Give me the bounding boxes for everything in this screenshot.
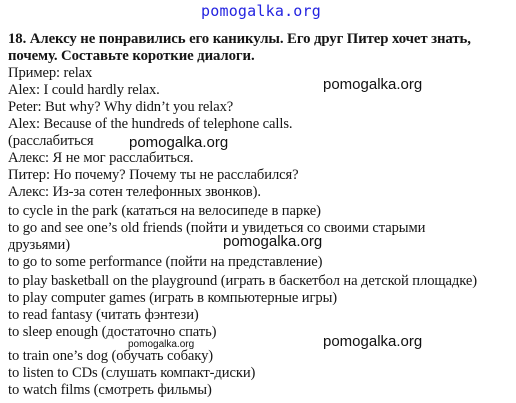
translation-line: Алекс: Из-за сотен телефонных звонков).: [8, 184, 261, 200]
task-item: to play basketball on the playground (играть в баскетбол на детской площадке): [8, 273, 477, 289]
example-label: Пример: relax: [8, 65, 93, 81]
translation-line: (расслабиться: [8, 133, 94, 149]
watermark: pomogalka.org: [129, 134, 229, 151]
task-item-continuation: друзьями): [8, 237, 70, 253]
exercise-heading-line-2: почему. Составьте короткие диалоги.: [8, 48, 255, 64]
task-item: to read fantasy (читать фэнтези): [8, 307, 199, 323]
dialogue-line: Peter: But why? Why didn’t you relax?: [8, 99, 234, 115]
dialogue-line: Alex: I could hardly relax.: [8, 82, 160, 98]
exercise-heading-line-1: 18. Алексу не понравились его каникулы. Его друг Питер хочет знать,: [8, 31, 471, 47]
task-item: to sleep enough (достаточно спать): [8, 324, 217, 340]
task-item: to listen to CDs (слушать компакт-диски): [8, 365, 256, 381]
task-item: to train one’s dog (обучать собаку): [8, 348, 214, 364]
dialogue-line: Alex: Because of the hundreds of telephone calls.: [8, 116, 293, 132]
task-item: to go to some performance (пойти на представление): [8, 254, 323, 270]
task-item: to go and see one’s old friends (пойти и увидеться со своими старыми: [8, 220, 426, 236]
task-item: to cycle in the park (кататься на велосипеде в парке): [8, 203, 321, 219]
watermark: pomogalka.org: [223, 233, 323, 250]
watermark: pomogalka.org: [323, 76, 423, 93]
watermark: pomogalka.org: [323, 333, 423, 350]
task-item: to play computer games (играть в компьютерные игры): [8, 290, 338, 306]
translation-line: Питер: Но почему? Почему ты не расслабился?: [8, 167, 299, 183]
translation-line: Алекс: Я не мог расслабиться.: [8, 150, 194, 166]
task-item: to watch films (смотреть фильмы): [8, 382, 212, 398]
watermark-top: pomogalka.org: [201, 2, 321, 20]
watermark-small: pomogalka.org: [128, 339, 195, 350]
